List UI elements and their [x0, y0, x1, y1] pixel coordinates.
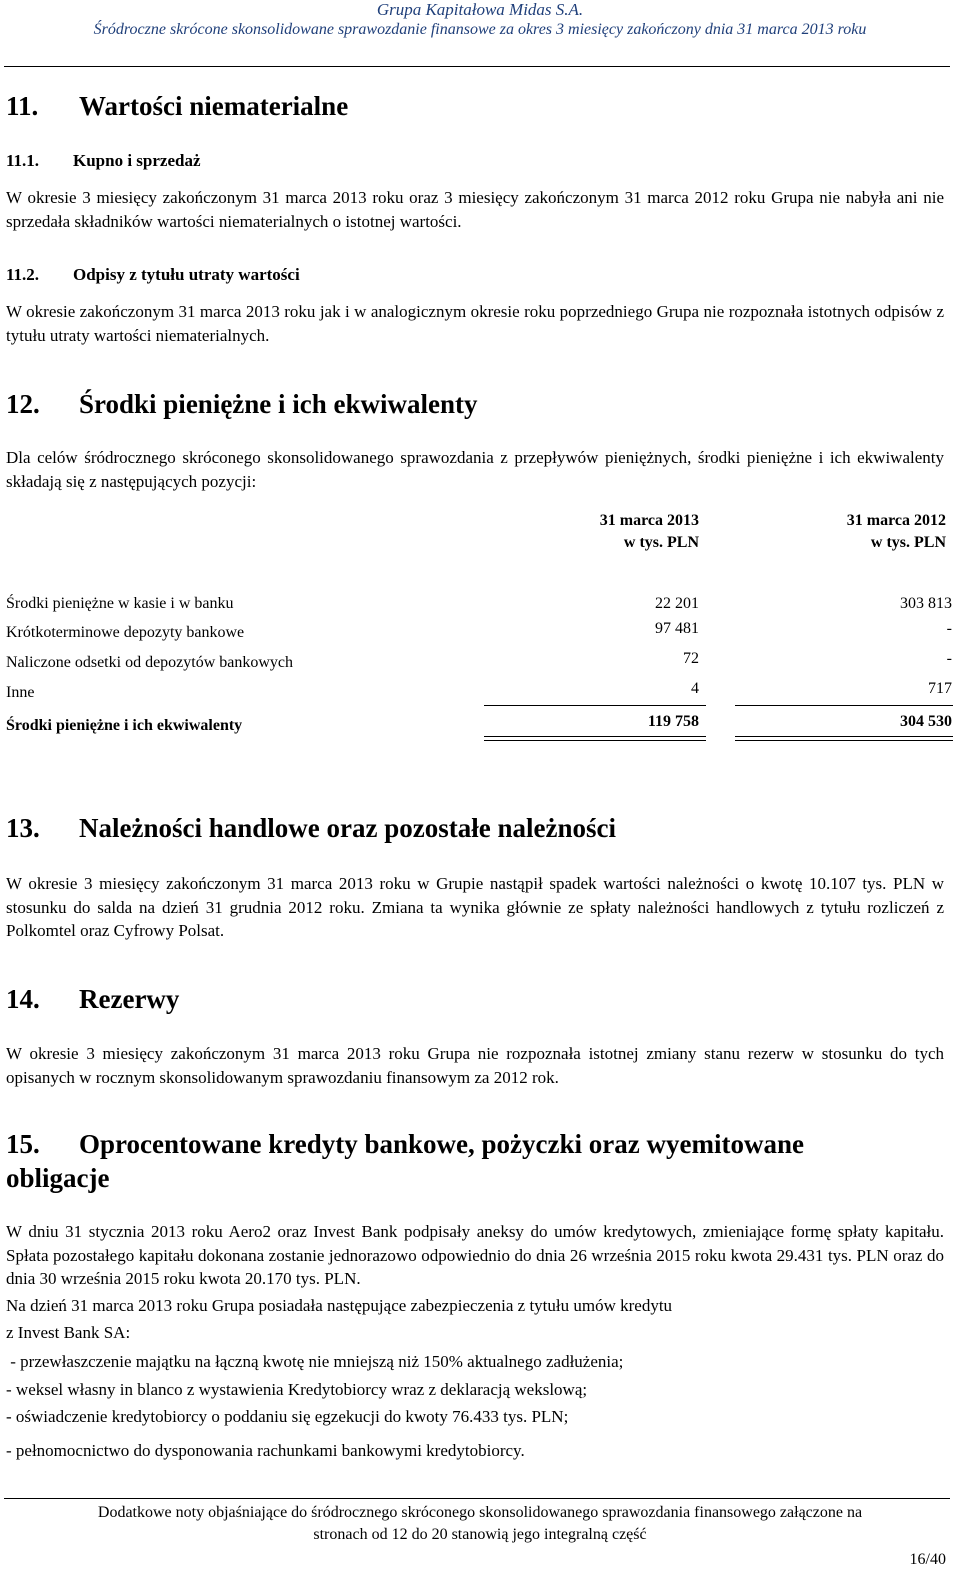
subsection-11-2-text: W okresie zakończonym 31 marca 2013 roku jak i w analogicznym okresie roku poprzedniego Grupa nie rozpoznała istotnych odpisów z tytułu utraty wartości niematerialnych.: [6, 302, 944, 345]
row-label: Krótkoterminowe depozyty bankowe: [6, 624, 245, 641]
subsection-title: Kupno i sprzedaż: [73, 151, 201, 170]
section-14-heading: [6, 983, 179, 1015]
section-number: 14.: [6, 984, 40, 1014]
row-label: Środki pieniężne w kasie i w banku: [6, 595, 234, 612]
footer-note-line1: Dodatkowe noty objaśniające do śródrocznego skróconego skonsolidowanego sprawozdania finansowego załączone na: [97, 1504, 863, 1521]
subsection-11-1-text: W okresie 3 miesięcy zakończonym 31 marca 2013 roku oraz 3 miesięcy zakończonym 31 marca 2012 roku Grupa nie nabyła ani nie sprzedała składników wartości niematerialnych o istotnej wartości.: [6, 188, 944, 231]
section-13-heading: [6, 812, 616, 844]
total-double-rule-2012: [735, 736, 953, 741]
list-item: - oświadczenie kredytobiorcy o poddaniu się egzekucji do kwoty 76.433 tys. PLN;: [6, 1407, 569, 1426]
total-value-2013: 119 758: [647, 713, 699, 730]
section-11-heading: [6, 90, 348, 122]
subsection-number: 11.2.: [6, 265, 40, 284]
table-col-header-2012: [786, 510, 946, 554]
table-total-row: [6, 714, 952, 738]
row-value-2012: -: [946, 620, 952, 637]
section-14-text: W okresie 3 miesięcy zakończonym 31 marca 2013 roku Grupa nie rozpoznała istotnej zmiany stanu rezerw w stosunku do tych opisanych w rocznym skonsolidowanym sprawozdaniu finansowym za 2012 rok.: [6, 1044, 944, 1087]
section-number: 11.: [6, 91, 39, 121]
section-title: Należności handlowe oraz pozostałe należności: [79, 813, 616, 843]
page-number: 16/40: [909, 1551, 946, 1568]
subtotal-rule-2012: [735, 705, 953, 706]
row-label: Naliczone odsetki od depozytów bankowych: [6, 654, 294, 671]
section-13-text: W okresie 3 miesięcy zakończonym 31 marca 2013 roku w Grupie nastąpił spadek wartości należności o kwotę 10.107 tys. PLN w stosunku do salda na dzień 31 grudnia 2012 roku. Zmiana ta wynika głównie ze spłaty należności handlowych z tytułu rozliczeń z Polkomtel oraz Cyfrowy Polsat.: [6, 874, 944, 940]
row-value-2013: 97 481: [655, 620, 699, 637]
section-title: Rezerwy: [79, 984, 180, 1014]
header-company: Grupa Kapitałowa Midas S.A.: [376, 0, 584, 19]
total-double-rule-2013: [484, 736, 706, 741]
col-header-date: 31 marca 2013: [599, 512, 699, 529]
row-value-2013: 4: [691, 680, 699, 697]
header-rule: [4, 66, 950, 67]
list-item: - przewłaszczenie majątku na łączną kwotę nie mniejszą niż 150% aktualnego zadłużenia;: [6, 1352, 624, 1371]
table-row: [6, 592, 952, 616]
section-15-heading: [6, 1128, 804, 1194]
section-number: 15.: [6, 1129, 40, 1159]
col-header-date: 31 marca 2012: [846, 512, 946, 529]
table-col-header-2013: [539, 510, 699, 554]
col-header-unit: w tys. PLN: [623, 534, 699, 551]
subsection-number: 11.1.: [6, 151, 40, 170]
table-row: [6, 681, 952, 705]
row-value-2013: 72: [683, 650, 699, 667]
row-value-2012: 303 813: [900, 595, 952, 612]
section-title: Wartości niematerialne: [79, 91, 349, 121]
row-value-2013: 22 201: [655, 595, 699, 612]
subsection-title: Odpisy z tytułu utraty wartości: [73, 265, 300, 284]
row-value-2012: -: [946, 650, 952, 667]
section-15-security-intro: Na dzień 31 marca 2013 roku Grupa posiadała następujące zabezpieczenia z tytułu umów kredytu: [6, 1296, 673, 1315]
subtotal-rule-2013: [484, 705, 706, 706]
table-row: [6, 651, 952, 675]
list-item: - pełnomocnictwo do dysponowania rachunkami bankowymi kredytobiorcy.: [6, 1441, 525, 1460]
row-label: Inne: [6, 684, 35, 701]
section-number: 13.: [6, 813, 40, 843]
subsection-11-1-heading: [6, 150, 201, 172]
section-title-continued: obligacje: [6, 1163, 110, 1193]
col-header-unit: w tys. PLN: [870, 534, 946, 551]
footer-rule: [4, 1498, 950, 1499]
subsection-11-2-heading: [6, 264, 300, 286]
table-row: [6, 621, 952, 645]
section-12-heading: [6, 388, 478, 420]
section-12-text: Dla celów śródrocznego skróconego skonsolidowanego sprawozdania z przepływów pieniężnych, środki pieniężne i ich ekwiwalenty składają się z następujących pozycji:: [6, 448, 944, 491]
header-title: Śródroczne skrócone skonsolidowane sprawozdanie finansowe za okres 3 miesięcy zakończony dnia 31 marca 2013 roku: [93, 21, 867, 38]
total-value-2012: 304 530: [900, 713, 952, 730]
row-value-2012: 717: [928, 680, 952, 697]
section-title: Środki pieniężne i ich ekwiwalenty: [79, 389, 478, 419]
section-15-text: W dniu 31 stycznia 2013 roku Aero2 oraz Invest Bank podpisały aneksy do umów kredytowych, zmieniające formę spłaty kapitału. Spłata pozostałego kapitału dokonana zostanie jednorazowo odpowiednio do dnia 26 września 2015 roku kwota 29.431 tys. PLN oraz do dnia 30 września 2015 roku kwota 20.170 tys. PLN.: [6, 1222, 944, 1288]
footer-note-line2: stronach od 12 do 20 stanowią jego integralną część: [313, 1526, 647, 1543]
section-15-bank-name: z Invest Bank SA:: [6, 1323, 131, 1342]
section-number: 12.: [6, 389, 40, 419]
section-title: Oprocentowane kredyty bankowe, pożyczki oraz wyemitowane: [79, 1129, 804, 1159]
list-item: - weksel własny in blanco z wystawienia Kredytobiorcy wraz z deklaracją wekslową;: [6, 1380, 588, 1399]
total-label: Środki pieniężne i ich ekwiwalenty: [6, 717, 243, 734]
